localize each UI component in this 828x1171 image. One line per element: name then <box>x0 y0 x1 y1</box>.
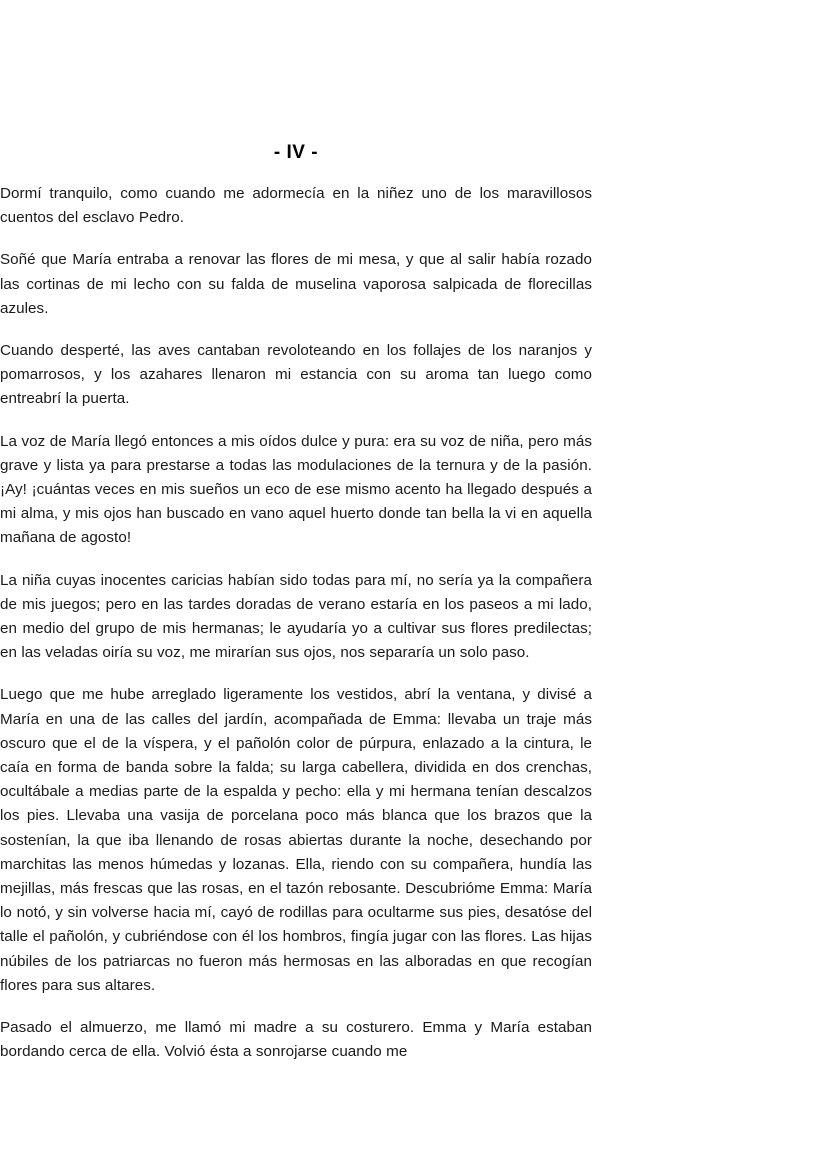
paragraph: Pasado el almuerzo, me llamó mi madre a su costurero. Emma y María estaban bordando cerca de ella. Volvió ésta a sonrojarse cuando me <box>0 1019 592 1061</box>
paragraph: Soñé que María entraba a renovar las flores de mi mesa, y que al salir había rozado las cortinas de mi lecho con su falda de muselina vaporosa salpicada de florecillas azules. <box>0 251 592 317</box>
paragraph: Dormí tranquilo, como cuando me adormecía en la niñez uno de los maravillosos cuentos del esclavo Pedro. <box>0 185 592 227</box>
paragraph: Cuando desperté, las aves cantaban revoloteando en los follajes de los naranjos y pomarrosos, y los azahares llenaron mi estancia con su aroma tan luego como entreabrí la puerta. <box>0 342 592 408</box>
paragraph: La voz de María llegó entonces a mis oídos dulce y pura: era su voz de niña, pero más grave y lista ya para prestarse a todas las modulaciones de la ternura y de la pasión. ¡Ay! ¡cuántas veces en mis sueños un eco de ese mismo acento ha llegado después a mi alma, y mis ojos han buscado en vano aquel huerto donde tan bella la vi en aquella mañana de agosto! <box>0 432 592 547</box>
body-text-block <box>0 182 592 1065</box>
chapter-heading: - IV - <box>273 142 319 163</box>
paragraph: Luego que me hube arreglado ligeramente los vestidos, abrí la ventana, y divisé a María en una de las calles del jardín, acompañada de Emma: llevaba un traje más oscuro que el de la víspera, y el pañolón color de púrpura, enlazado a la cintura, le caía en forma de banda sobre la falda; su larga cabellera, dividida en dos crenchas, ocultábale a medias parte de la espalda y pecho: ella y mi hermana tenían descalzos los pies. Llevaba una vasija de porcelana poco más blanca que los brazos que la sostenían, la que iba llenando de rosas abiertas durante la noche, desechando por marchitas las menos húmedas y lozanas. Ella, riendo con su compañera, hundía las mejillas, más frescas que las rosas, en el tazón rebosante. Descubrióme Emma: María lo notó, y sin volverse hacia mí, cayó de rodillas para ocultarme sus pies, desatóse del talle el pañolón, y cubriéndose con él los hombros, fingía jugar con las flores. Las hijas núbiles de los patriarcas no fueron más hermosas en las alboradas en que recogían flores para sus altares. <box>0 686 592 994</box>
paragraph: La niña cuyas inocentes caricias habían sido todas para mí, no sería ya la compañera de mis juegos; pero en las tardes doradas de verano estaría en los paseos a mi lado, en medio del grupo de mis hermanas; le ayudaría yo a cultivar sus flores predilectas; en las veladas oiría su voz, me mirarían sus ojos, nos separaría un solo paso. <box>0 571 592 662</box>
